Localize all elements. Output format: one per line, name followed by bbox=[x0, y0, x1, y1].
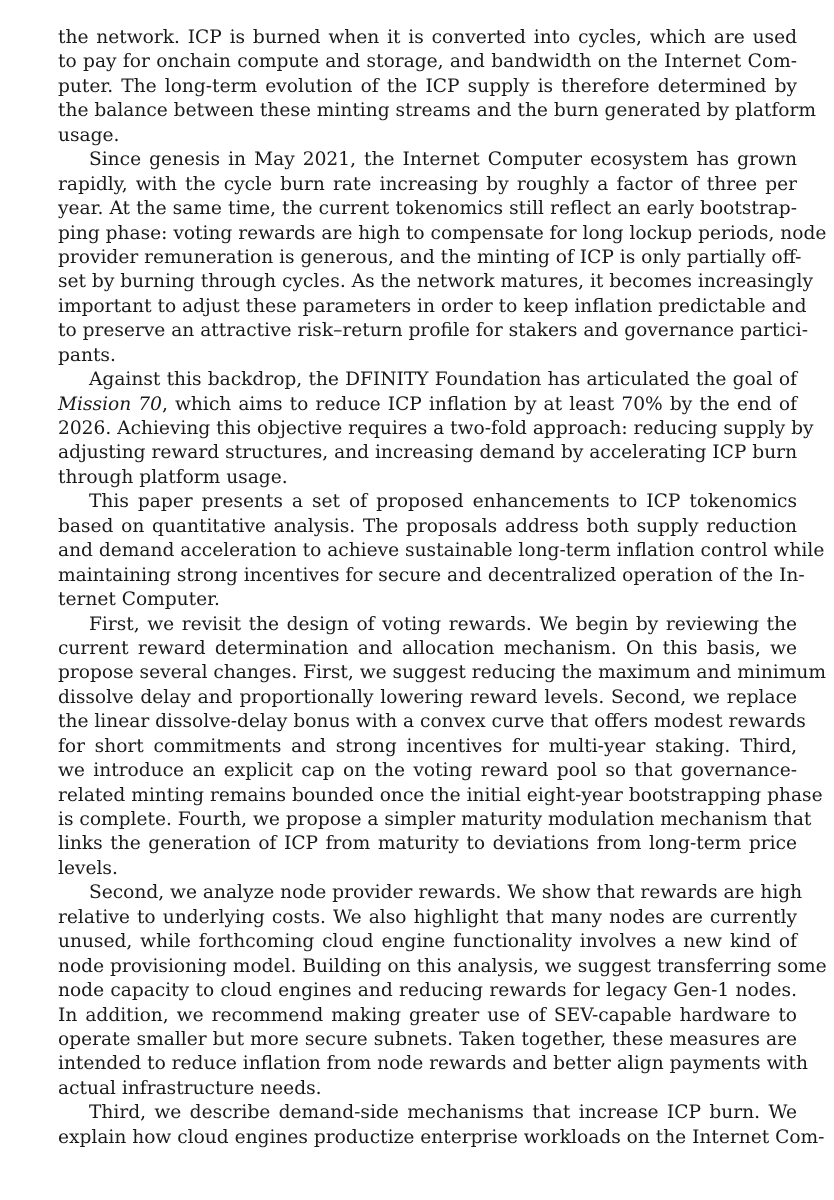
text-line: the linear dissolve-delay bonus with a convex curve that offers modest rewards bbox=[58, 711, 806, 733]
paragraph-demand-side bbox=[58, 1101, 825, 1150]
text-line: based on quantitative analysis. The proposals address both supply reduction bbox=[58, 515, 797, 537]
text-line: we introduce an explicit cap on the voting reward pool so that governance- bbox=[58, 760, 797, 782]
paragraph-mission-70 bbox=[58, 368, 814, 490]
paragraph-genesis bbox=[58, 148, 827, 368]
text-line: the balance between these minting streams and the burn generated by platform bbox=[58, 100, 816, 122]
paragraph-voting-rewards bbox=[58, 613, 826, 882]
text-line: related minting remains bounded once the initial eight-year bootstrapping phase bbox=[58, 784, 823, 806]
text-line: through platform usage. bbox=[58, 466, 288, 488]
text-line: intended to reduce inflation from node rewards and better align payments with bbox=[58, 1053, 808, 1075]
text-line: the network. ICP is burned when it is converted into cycles, which are used bbox=[58, 27, 797, 48]
text-line: node capacity to cloud engines and reducing rewards for legacy Gen-1 nodes. bbox=[58, 980, 797, 1002]
text-line: for short commitments and strong incentives for multi-year staking. Third, bbox=[58, 735, 797, 757]
text-line: Second, we analyze node provider rewards. We show that rewards are high bbox=[89, 882, 803, 904]
text-line: Against this backdrop, the DFINITY Foundation has articulated the goal of bbox=[89, 369, 797, 391]
text-line: In addition, we recommend making greater use of SEV-capable hardware to bbox=[58, 1004, 797, 1026]
text-line: 2026. Achieving this objective requires a two-fold approach: reducing supply by bbox=[58, 418, 814, 439]
paper-page bbox=[58, 26, 827, 1150]
text-line: usage. bbox=[58, 124, 120, 146]
text-line: provider remuneration is generous, and the minting of ICP is only partially off- bbox=[58, 246, 802, 268]
text-line bbox=[58, 393, 797, 417]
text-line: operate smaller but more secure subnets. Taken together, these measures are bbox=[58, 1028, 797, 1050]
text-line: links the generation of ICP from maturity to deviations from long-term price bbox=[58, 833, 797, 855]
text-line: unused, while forthcoming cloud engine functionality involves a new kind of bbox=[58, 931, 797, 953]
paragraph-continuation bbox=[58, 26, 816, 148]
text-line: relative to underlying costs. We also highlight that many nodes are currently bbox=[58, 906, 797, 928]
text-line: levels. bbox=[58, 857, 118, 879]
mission-70-emphasis: Mission 70 bbox=[58, 393, 162, 415]
text-line: year. At the same time, the current tokenomics still reflect an early bootstrap- bbox=[58, 198, 797, 220]
paragraph-proposals bbox=[58, 490, 825, 612]
text-line: actual infrastructure needs. bbox=[58, 1077, 322, 1099]
text-line: current reward determination and allocation mechanism. On this basis, we bbox=[58, 637, 797, 659]
text-line: dissolve delay and proportionally lowering reward levels. Second, we replace bbox=[58, 686, 797, 708]
text-line: Since genesis in May 2021, the Internet Computer ecosystem has grown bbox=[89, 149, 797, 171]
text-line: maintaining strong incentives for secure and decentralized operation of the In- bbox=[58, 564, 805, 586]
text-line: propose several changes. First, we suggest reducing the maximum and minimum bbox=[58, 662, 826, 684]
text-line: adjusting reward structures, and increasing demand by accelerating ICP burn bbox=[58, 442, 798, 464]
paragraph-node-rewards bbox=[58, 881, 827, 1101]
text-line: Third, we describe demand-side mechanisms that increase ICP burn. We bbox=[89, 1102, 797, 1124]
text-line: important to adjust these parameters in order to keep inflation predictable and bbox=[58, 295, 807, 317]
text-line: explain how cloud engines productize enterprise workloads on the Internet Com- bbox=[58, 1126, 825, 1148]
text-line: to pay for onchain compute and storage, and bandwidth on the Internet Com- bbox=[58, 51, 797, 73]
text-line: and demand acceleration to achieve sustainable long-term inflation control while bbox=[58, 540, 825, 562]
text-line: pants. bbox=[58, 344, 116, 366]
text-line: ternet Computer. bbox=[58, 589, 220, 611]
text-line: puter. The long-term evolution of the ICP supply is therefore determined by bbox=[58, 75, 797, 97]
text-line: set by burning through cycles. As the network matures, it becomes increasingly bbox=[58, 271, 814, 293]
text-line: to preserve an attractive risk–return profile for stakers and governance partici- bbox=[58, 320, 809, 342]
text-line: is complete. Fourth, we propose a simpler maturity modulation mechanism that bbox=[58, 809, 812, 830]
text-fragment: , which aims to reduce ICP inflation by at least 70% by the end of bbox=[161, 393, 797, 415]
text-line: ping phase: voting rewards are high to compensate for long lockup periods, node bbox=[58, 222, 827, 244]
text-line: First, we revisit the design of voting rewards. We begin by reviewing the bbox=[89, 613, 797, 635]
text-line: node provisioning model. Building on this analysis, we suggest transferring some bbox=[58, 955, 827, 977]
text-line: This paper presents a set of proposed enhancements to ICP tokenomics bbox=[89, 491, 797, 513]
text-line: rapidly, with the cycle burn rate increasing by roughly a factor of three per bbox=[58, 173, 797, 195]
